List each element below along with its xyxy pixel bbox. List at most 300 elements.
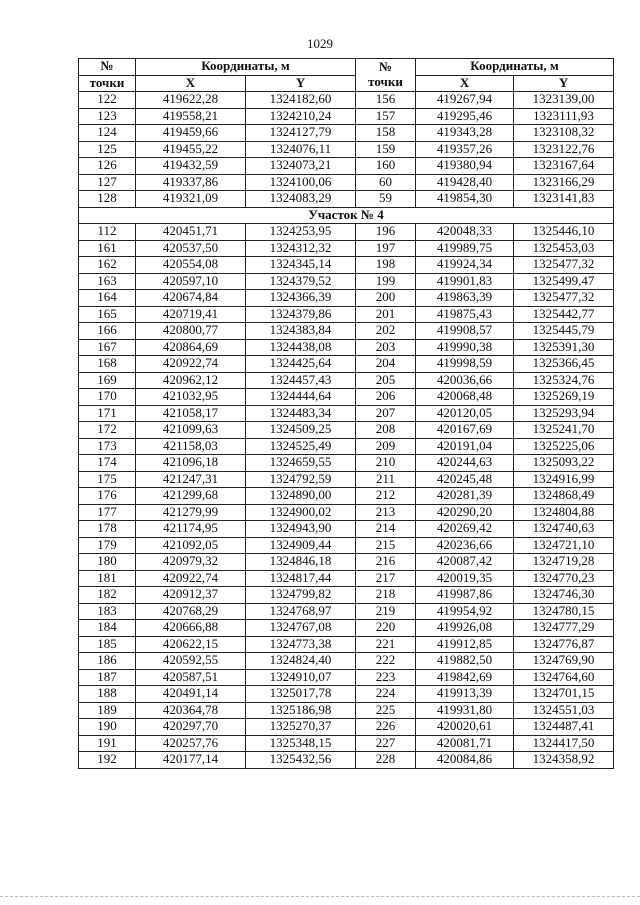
- cell-point-left: 170: [79, 389, 136, 406]
- table-row: [79, 636, 614, 653]
- table-row: [79, 339, 614, 356]
- cell-x-left: 420768,29: [136, 603, 246, 620]
- x-header-left: X: [136, 75, 246, 92]
- cell-x-right: 419987,86: [416, 587, 514, 604]
- cell-x-left: 420364,78: [136, 702, 246, 719]
- cell-point-left: 126: [79, 158, 136, 175]
- coords-header-left: Координаты, м: [136, 59, 356, 76]
- cell-point-right: 200: [356, 290, 416, 307]
- cell-x-left: 420800,77: [136, 323, 246, 340]
- cell-y-left: 1325017,78: [246, 686, 356, 703]
- cell-x-left: 421247,31: [136, 471, 246, 488]
- cell-x-left: 420922,74: [136, 356, 246, 373]
- table-subheader-row: [79, 75, 614, 92]
- cell-point-left: 165: [79, 306, 136, 323]
- table-body-top: [79, 92, 614, 208]
- coords-header-right: Координаты, м: [416, 59, 614, 76]
- cell-y-left: 1325348,15: [246, 735, 356, 752]
- points-label: точки: [368, 74, 403, 89]
- cell-point-left: 171: [79, 405, 136, 422]
- table-row: [79, 141, 614, 158]
- table-row: [79, 488, 614, 505]
- table-header-row: [79, 59, 614, 76]
- cell-x-left: 419321,09: [136, 191, 246, 208]
- section-row: [79, 207, 614, 224]
- cell-point-right: 208: [356, 422, 416, 439]
- cell-point-left: 122: [79, 92, 136, 109]
- cell-y-left: 1324659,55: [246, 455, 356, 472]
- cell-y-right: 1323111,93: [514, 108, 614, 125]
- table-row: [79, 174, 614, 191]
- cell-x-right: 420048,33: [416, 224, 514, 241]
- cell-x-left: 421058,17: [136, 405, 246, 422]
- cell-x-right: 419380,94: [416, 158, 514, 175]
- cell-point-left: 164: [79, 290, 136, 307]
- table-row: [79, 389, 614, 406]
- cell-y-right: 1325093,22: [514, 455, 614, 472]
- cell-point-right: 206: [356, 389, 416, 406]
- cell-y-right: 1325499,47: [514, 273, 614, 290]
- cell-y-right: 1324868,49: [514, 488, 614, 505]
- cell-y-right: 1325477,32: [514, 290, 614, 307]
- cell-x-left: 420537,50: [136, 240, 246, 257]
- table-row: [79, 719, 614, 736]
- cell-point-left: 127: [79, 174, 136, 191]
- cell-y-left: 1324767,08: [246, 620, 356, 637]
- cell-x-left: 421032,95: [136, 389, 246, 406]
- cell-point-left: 172: [79, 422, 136, 439]
- cell-y-left: 1325432,56: [246, 752, 356, 769]
- cell-x-left: 420912,37: [136, 587, 246, 604]
- table-row: [79, 587, 614, 604]
- cell-x-left: 419455,22: [136, 141, 246, 158]
- cell-point-right: 217: [356, 570, 416, 587]
- cell-x-right: 419908,57: [416, 323, 514, 340]
- cell-y-right: 1325477,32: [514, 257, 614, 274]
- cell-x-left: 420674,84: [136, 290, 246, 307]
- cell-point-left: 190: [79, 719, 136, 736]
- cell-y-right: 1324358,92: [514, 752, 614, 769]
- cell-y-right: 1325391,30: [514, 339, 614, 356]
- cell-y-left: 1324483,34: [246, 405, 356, 422]
- cell-x-right: 419863,39: [416, 290, 514, 307]
- cell-x-right: 419901,83: [416, 273, 514, 290]
- table-row: [79, 405, 614, 422]
- cell-x-right: 420036,66: [416, 372, 514, 389]
- cell-x-left: 421099,63: [136, 422, 246, 439]
- cell-x-left: 420962,12: [136, 372, 246, 389]
- table-row: [79, 554, 614, 571]
- cell-point-left: 182: [79, 587, 136, 604]
- cell-y-left: 1324073,21: [246, 158, 356, 175]
- page-number: 1029: [307, 36, 333, 51]
- table-row: [79, 372, 614, 389]
- cell-point-right: 211: [356, 471, 416, 488]
- cell-point-left: 191: [79, 735, 136, 752]
- cell-y-left: 1324900,02: [246, 504, 356, 521]
- point-number-header-right: [356, 59, 416, 92]
- cell-x-right: 419998,59: [416, 356, 514, 373]
- no-label: №: [378, 59, 393, 75]
- cell-y-right: 1324417,50: [514, 735, 614, 752]
- cell-y-left: 1324127,79: [246, 125, 356, 142]
- cell-x-left: 421174,95: [136, 521, 246, 538]
- cell-x-left: 420666,88: [136, 620, 246, 637]
- y-header-left: Y: [246, 75, 356, 92]
- table-row: [79, 669, 614, 686]
- cell-x-right: 419924,34: [416, 257, 514, 274]
- cell-point-right: 158: [356, 125, 416, 142]
- cell-point-left: 168: [79, 356, 136, 373]
- table-row: [79, 273, 614, 290]
- cell-point-right: 222: [356, 653, 416, 670]
- cell-y-left: 1324525,49: [246, 438, 356, 455]
- cell-point-left: 167: [79, 339, 136, 356]
- cell-x-right: 420269,42: [416, 521, 514, 538]
- table-row: [79, 240, 614, 257]
- cell-point-left: 179: [79, 537, 136, 554]
- cell-point-right: 224: [356, 686, 416, 703]
- cell-x-left: 419432,59: [136, 158, 246, 175]
- cell-x-left: 421279,99: [136, 504, 246, 521]
- cell-y-left: 1324438,08: [246, 339, 356, 356]
- cell-x-right: 419912,85: [416, 636, 514, 653]
- cell-point-right: 203: [356, 339, 416, 356]
- table-row: [79, 323, 614, 340]
- cell-y-right: 1323166,29: [514, 174, 614, 191]
- cell-point-left: 124: [79, 125, 136, 142]
- cell-point-right: 160: [356, 158, 416, 175]
- cell-y-left: 1324943,90: [246, 521, 356, 538]
- y-header-right: Y: [514, 75, 614, 92]
- table-row: [79, 158, 614, 175]
- cell-x-right: 419842,69: [416, 669, 514, 686]
- cell-point-left: 184: [79, 620, 136, 637]
- table-row: [79, 521, 614, 538]
- cell-x-right: 419926,08: [416, 620, 514, 637]
- no-label: №: [100, 58, 114, 74]
- cell-x-right: 419990,38: [416, 339, 514, 356]
- table-row: [79, 257, 614, 274]
- cell-point-left: 166: [79, 323, 136, 340]
- cell-point-right: 210: [356, 455, 416, 472]
- cell-x-right: 420081,71: [416, 735, 514, 752]
- cell-y-right: 1324740,63: [514, 521, 614, 538]
- cell-x-left: 419459,66: [136, 125, 246, 142]
- cell-x-left: 419558,21: [136, 108, 246, 125]
- cell-x-right: 420245,48: [416, 471, 514, 488]
- table-row: [79, 653, 614, 670]
- cell-y-left: 1324773,38: [246, 636, 356, 653]
- cell-point-right: 219: [356, 603, 416, 620]
- cell-point-left: 174: [79, 455, 136, 472]
- cell-y-left: 1324425,64: [246, 356, 356, 373]
- cell-x-right: 420290,20: [416, 504, 514, 521]
- cell-x-right: 419989,75: [416, 240, 514, 257]
- cell-point-right: 223: [356, 669, 416, 686]
- cell-y-right: 1324719,28: [514, 554, 614, 571]
- cell-x-right: 419954,92: [416, 603, 514, 620]
- table-row: [79, 537, 614, 554]
- cell-y-left: 1324799,82: [246, 587, 356, 604]
- cell-x-left: 420177,14: [136, 752, 246, 769]
- cell-y-right: 1324780,15: [514, 603, 614, 620]
- cell-y-right: 1323122,76: [514, 141, 614, 158]
- cell-x-right: 419931,80: [416, 702, 514, 719]
- cell-y-right: 1324746,30: [514, 587, 614, 604]
- cell-y-right: 1324777,29: [514, 620, 614, 637]
- cell-point-left: 123: [79, 108, 136, 125]
- table-row: [79, 702, 614, 719]
- cell-point-right: 225: [356, 702, 416, 719]
- cell-point-left: 173: [79, 438, 136, 455]
- cell-y-right: 1325453,03: [514, 240, 614, 257]
- cell-point-right: 213: [356, 504, 416, 521]
- cell-point-left: 189: [79, 702, 136, 719]
- cell-y-right: 1325241,70: [514, 422, 614, 439]
- cell-x-left: 421092,05: [136, 537, 246, 554]
- table-row: [79, 735, 614, 752]
- cell-point-right: 60: [356, 174, 416, 191]
- cell-y-left: 1324909,44: [246, 537, 356, 554]
- cell-y-left: 1324792,59: [246, 471, 356, 488]
- cell-point-right: 220: [356, 620, 416, 637]
- cell-x-right: 420087,42: [416, 554, 514, 571]
- table-row: [79, 356, 614, 373]
- cell-y-left: 1324890,00: [246, 488, 356, 505]
- cell-x-right: 420019,35: [416, 570, 514, 587]
- cell-y-right: 1323167,64: [514, 158, 614, 175]
- cell-x-right: 420191,04: [416, 438, 514, 455]
- cell-x-left: 420297,70: [136, 719, 246, 736]
- cell-point-left: 177: [79, 504, 136, 521]
- cell-x-right: 419267,94: [416, 92, 514, 109]
- cell-y-right: 1324770,23: [514, 570, 614, 587]
- cell-y-left: 1324824,40: [246, 653, 356, 670]
- points-label-left: точки: [79, 75, 136, 92]
- cell-y-left: 1324083,29: [246, 191, 356, 208]
- cell-y-left: 1324182,60: [246, 92, 356, 109]
- cell-point-right: 216: [356, 554, 416, 571]
- cell-x-left: 420587,51: [136, 669, 246, 686]
- cell-x-right: 420244,63: [416, 455, 514, 472]
- cell-y-left: 1324312,32: [246, 240, 356, 257]
- cell-y-left: 1324366,39: [246, 290, 356, 307]
- cell-x-left: 421158,03: [136, 438, 246, 455]
- cell-point-right: 156: [356, 92, 416, 109]
- cell-y-right: 1325446,10: [514, 224, 614, 241]
- cell-x-left: 420719,41: [136, 306, 246, 323]
- table-row: [79, 603, 614, 620]
- cell-point-left: 187: [79, 669, 136, 686]
- cell-point-right: 197: [356, 240, 416, 257]
- cell-point-left: 175: [79, 471, 136, 488]
- cell-y-right: 1323139,00: [514, 92, 614, 109]
- cell-point-left: 180: [79, 554, 136, 571]
- cell-y-left: 1325186,98: [246, 702, 356, 719]
- cell-y-left: 1324910,07: [246, 669, 356, 686]
- cell-point-right: 207: [356, 405, 416, 422]
- cell-x-right: 420084,86: [416, 752, 514, 769]
- cell-x-right: 420068,48: [416, 389, 514, 406]
- cell-y-left: 1324457,43: [246, 372, 356, 389]
- cell-point-right: 209: [356, 438, 416, 455]
- cell-x-right: 420281,39: [416, 488, 514, 505]
- cell-point-right: 196: [356, 224, 416, 241]
- cell-point-right: 201: [356, 306, 416, 323]
- cell-y-right: 1324804,88: [514, 504, 614, 521]
- table-row: [79, 752, 614, 769]
- cell-y-right: 1325445,79: [514, 323, 614, 340]
- cell-y-right: 1325269,19: [514, 389, 614, 406]
- cell-point-left: 186: [79, 653, 136, 670]
- cell-point-right: 227: [356, 735, 416, 752]
- cell-point-right: 228: [356, 752, 416, 769]
- section-body: [79, 207, 614, 224]
- cell-y-left: 1324383,84: [246, 323, 356, 340]
- table-row: [79, 306, 614, 323]
- cell-y-right: 1323141,83: [514, 191, 614, 208]
- cell-y-left: 1324509,25: [246, 422, 356, 439]
- coordinates-table: [78, 58, 614, 769]
- cell-x-left: 421299,68: [136, 488, 246, 505]
- cell-y-right: 1324916,99: [514, 471, 614, 488]
- table-row: [79, 422, 614, 439]
- cell-point-left: 185: [79, 636, 136, 653]
- cell-y-left: 1324253,95: [246, 224, 356, 241]
- cell-point-left: 112: [79, 224, 136, 241]
- cell-x-left: 420592,55: [136, 653, 246, 670]
- cell-point-left: 178: [79, 521, 136, 538]
- table-row: [79, 438, 614, 455]
- cell-x-right: 419357,26: [416, 141, 514, 158]
- cell-y-left: 1324846,18: [246, 554, 356, 571]
- cell-x-left: 420491,14: [136, 686, 246, 703]
- cell-point-right: 226: [356, 719, 416, 736]
- cell-y-right: 1325225,06: [514, 438, 614, 455]
- cell-x-right: 419343,28: [416, 125, 514, 142]
- cell-point-left: 176: [79, 488, 136, 505]
- cell-point-left: 162: [79, 257, 136, 274]
- cell-point-right: 205: [356, 372, 416, 389]
- cell-point-left: 192: [79, 752, 136, 769]
- section-title: Участок № 4: [79, 207, 614, 224]
- cell-point-right: 218: [356, 587, 416, 604]
- cell-x-left: 419622,28: [136, 92, 246, 109]
- page-bottom-rule: [0, 896, 640, 897]
- table-row: [79, 191, 614, 208]
- cell-point-left: 128: [79, 191, 136, 208]
- x-header-right: X: [416, 75, 514, 92]
- cell-point-right: 221: [356, 636, 416, 653]
- cell-x-left: 420622,15: [136, 636, 246, 653]
- cell-y-left: 1324100,06: [246, 174, 356, 191]
- table-row: [79, 504, 614, 521]
- cell-y-left: 1324210,24: [246, 108, 356, 125]
- cell-x-right: 419875,43: [416, 306, 514, 323]
- cell-x-left: 420451,71: [136, 224, 246, 241]
- cell-y-left: 1324768,97: [246, 603, 356, 620]
- cell-y-left: 1324076,11: [246, 141, 356, 158]
- table-row: [79, 686, 614, 703]
- cell-x-right: 420236,66: [416, 537, 514, 554]
- cell-y-left: 1324379,52: [246, 273, 356, 290]
- cell-point-right: 157: [356, 108, 416, 125]
- table-row: [79, 471, 614, 488]
- cell-point-right: 202: [356, 323, 416, 340]
- cell-point-left: 188: [79, 686, 136, 703]
- cell-y-right: 1324764,60: [514, 669, 614, 686]
- cell-x-left: 420257,76: [136, 735, 246, 752]
- cell-x-left: 420864,69: [136, 339, 246, 356]
- cell-y-left: 1324379,86: [246, 306, 356, 323]
- cell-x-right: 419428,40: [416, 174, 514, 191]
- cell-y-right: 1324769,90: [514, 653, 614, 670]
- table-row: [79, 125, 614, 142]
- cell-x-left: 419337,86: [136, 174, 246, 191]
- cell-x-left: 420597,10: [136, 273, 246, 290]
- cell-x-right: 419882,50: [416, 653, 514, 670]
- cell-point-left: 125: [79, 141, 136, 158]
- cell-point-left: 163: [79, 273, 136, 290]
- cell-y-right: 1324721,10: [514, 537, 614, 554]
- table-row: [79, 620, 614, 637]
- table-row: [79, 92, 614, 109]
- table-row: [79, 224, 614, 241]
- cell-y-right: 1325366,45: [514, 356, 614, 373]
- cell-point-right: 212: [356, 488, 416, 505]
- cell-point-right: 159: [356, 141, 416, 158]
- cell-x-left: 420554,08: [136, 257, 246, 274]
- cell-y-right: 1324776,87: [514, 636, 614, 653]
- cell-y-right: 1325442,77: [514, 306, 614, 323]
- cell-y-right: 1324487,41: [514, 719, 614, 736]
- cell-point-left: 169: [79, 372, 136, 389]
- cell-point-right: 198: [356, 257, 416, 274]
- cell-y-right: 1325293,94: [514, 405, 614, 422]
- cell-x-right: 420167,69: [416, 422, 514, 439]
- cell-x-right: 419295,46: [416, 108, 514, 125]
- table-row: [79, 570, 614, 587]
- cell-x-left: 421096,18: [136, 455, 246, 472]
- cell-y-left: 1324444,64: [246, 389, 356, 406]
- table-body-bottom: [79, 224, 614, 769]
- cell-point-right: 59: [356, 191, 416, 208]
- cell-point-left: 183: [79, 603, 136, 620]
- cell-y-left: 1324345,14: [246, 257, 356, 274]
- cell-x-right: 420020,61: [416, 719, 514, 736]
- cell-point-right: 214: [356, 521, 416, 538]
- cell-point-left: 181: [79, 570, 136, 587]
- table-row: [79, 455, 614, 472]
- cell-point-right: 199: [356, 273, 416, 290]
- cell-x-right: 419913,39: [416, 686, 514, 703]
- cell-x-left: 420979,32: [136, 554, 246, 571]
- cell-y-left: 1324817,44: [246, 570, 356, 587]
- cell-y-right: 1323108,32: [514, 125, 614, 142]
- cell-y-right: 1325324,76: [514, 372, 614, 389]
- cell-x-right: 419854,30: [416, 191, 514, 208]
- cell-point-right: 215: [356, 537, 416, 554]
- table-row: [79, 290, 614, 307]
- cell-y-right: 1324551,03: [514, 702, 614, 719]
- cell-y-right: 1324701,15: [514, 686, 614, 703]
- table-row: [79, 108, 614, 125]
- cell-x-left: 420922,74: [136, 570, 246, 587]
- cell-point-left: 161: [79, 240, 136, 257]
- cell-x-right: 420120,05: [416, 405, 514, 422]
- cell-point-right: 204: [356, 356, 416, 373]
